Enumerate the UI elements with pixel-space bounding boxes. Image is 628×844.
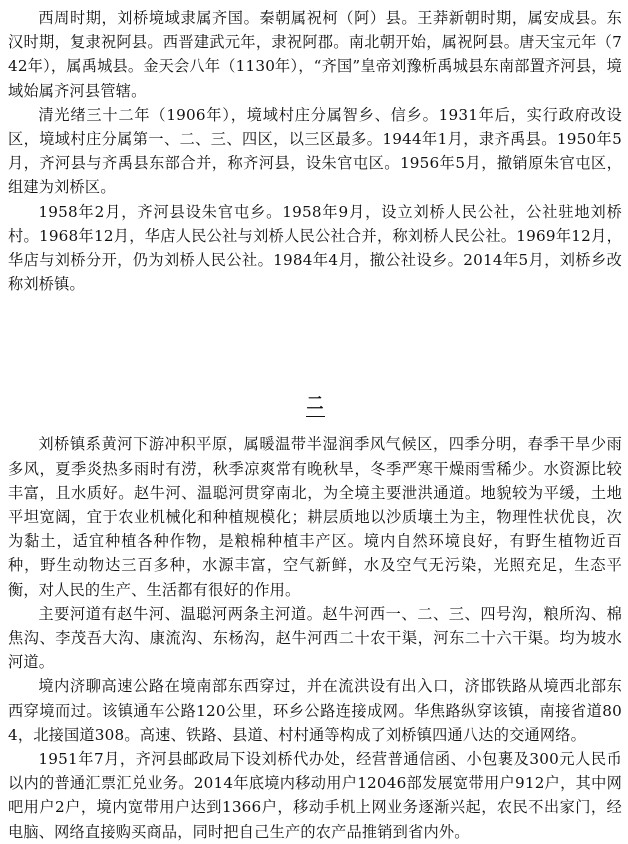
geography-paragraph-1: 刘桥镇系黄河下游冲积平原，属暖温带半湿润季风气候区，四季分明，春季干旱少雨多风，夏季炎热多雨时有涝，秋季凉爽常有晚秋旱，冬季严寒干燥雨雪稀少。水资源比较丰富，且水质好。赵牛河、温聪河贯穿南北，为全境主要泄洪通道。地貌较为平缓，土地平坦宽阔，宜于农业机械化和种植规模化；耕层质地以沙质壤土为主，物理性状优良，次为黏土，适宜种植各种作物，是粮棉种植丰产区。境内自然环境良好，有野生植物近百种，野生动物达三百多种，水源丰富，空气新鲜，水及空气无污染，光照充足，生态平衡，对人民的生产、生活都有很好的作用。 [8, 435, 622, 599]
geography-section [8, 432, 622, 843]
geography-paragraph-2: 主要河道有赵牛河、温聪河两条主河道。赵牛河西一、二、三、四号沟，粮所沟、棉焦沟、李茂吾大沟、康流沟、东杨沟，赵牛河西二十农干渠，河东二十六干渠。均为坡水河道。 [8, 604, 622, 672]
section-number: 二 [306, 392, 325, 417]
geography-paragraph-4: 1951年7月，齐河县邮政局下设刘桥代办处，经营普通信函、小包裹及300元人民币以内的普通汇票汇兑业务。2014年底境内移动用户12046部发展宽带用户912户，其中网吧用户2户，境内宽带用户达到1366户，移动手机上网业务逐渐兴起，农民不出家门，经电脑、网络直接购买商品，同时把自己生产的农产品推销到省内外。 [8, 750, 622, 841]
section-divider [8, 392, 622, 416]
history-section [8, 6, 622, 296]
history-paragraph-1: 西周时期，刘桥境域隶属齐国。秦朝属祝柯（阿）县。王莽新朝时期，属安成县。东汉时期，复隶祝阿县。西晋建武元年，隶祝阿郡。南北朝开始，属祝阿县。唐天宝元年（742年），属禹城县。金天会八年（1130年），“齐国”皇帝刘豫析禹城县东南部置齐河县，境域始属齐河县管辖。 [8, 9, 622, 100]
history-paragraph-3: 1958年2月，齐河县设朱官屯乡。1958年9月，设立刘桥人民公社，公社驻地刘桥村。1968年12月，华店人民公社与刘桥人民公社合并，称刘桥人民公社。1969年12月，华店与刘桥分开，仍为刘桥人民公社。1984年4月，撤公社设乡。2014年5月，刘桥乡改称刘桥镇。 [8, 202, 622, 294]
history-paragraph-2: 清光绪三十二年（1906年），境域村庄分属智乡、信乡。1931年后，实行政府改设区，境域村庄分属第一、二、三、四区，以三区最多。1944年1月，隶齐禹县。1950年5月，齐河县与齐禹县东部合并，称齐河县，设朱官屯区。1956年5月，撤销原朱官屯区，组建为刘桥区。 [8, 105, 622, 197]
geography-paragraph-3: 境内济聊高速公路在境南部东西穿过，并在流洪设有出入口，济邯铁路从境西北部东西穿境而过。该镇通车公路120公里，环乡公路连接成网。华焦路纵穿该镇，南接省道804，北接国道308。高速、铁路、县道、村村通等构成了刘桥镇四通八达的交通网络。 [8, 677, 622, 744]
